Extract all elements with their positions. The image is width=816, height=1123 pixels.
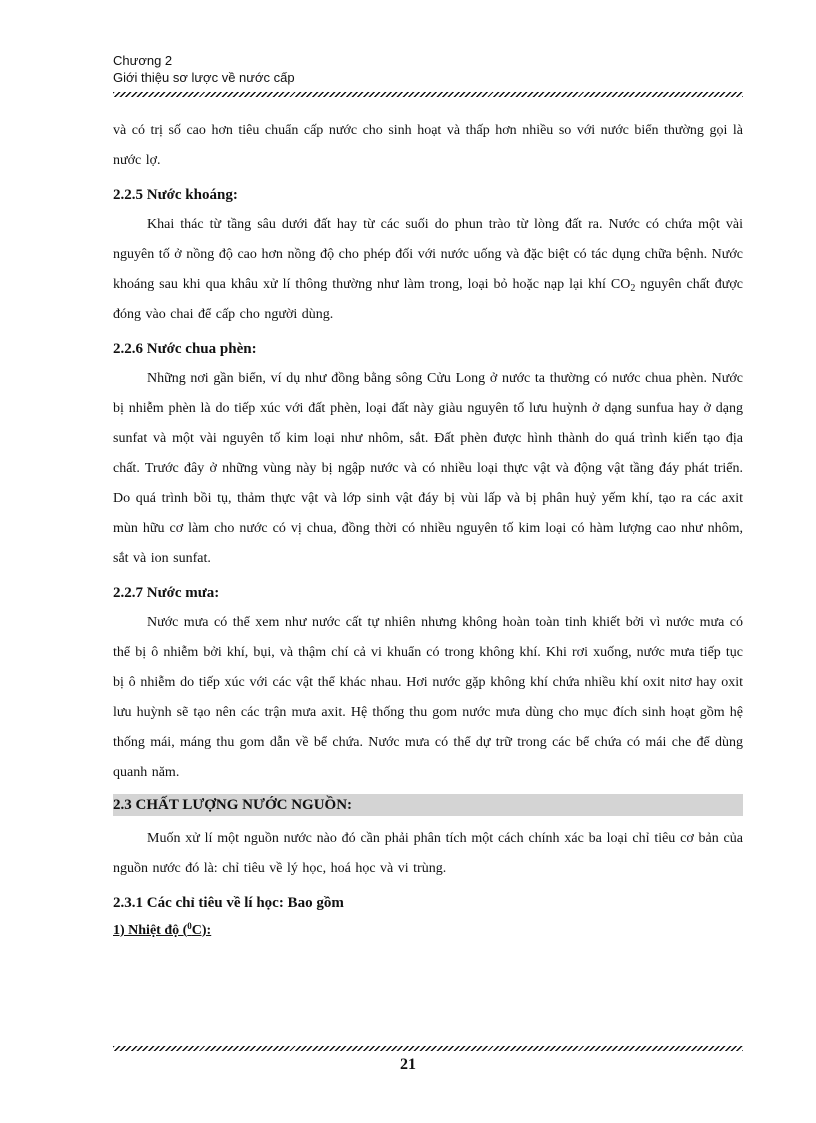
page-number: 21 (400, 1056, 416, 1073)
heading-2-2-5: 2.2.5 Nước khoáng: (113, 187, 238, 203)
temperature-label-before: 1) Nhiệt độ ( (113, 923, 188, 938)
heading-2-2-7: 2.2.7 Nước mưa: (113, 585, 220, 601)
paragraph-rain-water: Nước mưa có thể xem như nước cất tự nhiên nhưng không hoàn toàn tinh khiết bởi vì nước mưa có thể bị ô nhiễm bởi khí, bụi, và thậm chí cả vi khuẩn có trong không khí. Khi rơi xuống, nước mưa tiếp tục bị ô nhiễm do tiếp xúc với các vật thể khác nhau. Hơi nước gặp không khí chứa nhiều khí oxit nitơ hay oxit lưu huỳnh sẽ tạo nên các trận mưa axit. Hệ thống thu gom nước mưa dùng cho mục đích sinh hoạt gồm hệ thống mái, máng thu gom dẫn về bể chứa. Nước mưa có thể dự trữ trong các bể chứa có mái che để dùng quanh năm. (113, 615, 743, 780)
item-temperature (113, 918, 743, 944)
chapter-label: Chương 2 (113, 53, 173, 68)
page-header (113, 52, 743, 86)
temperature-label-after: C): (191, 923, 212, 938)
intro-paragraph: và có trị số cao hơn tiêu chuẩn cấp nước cho sinh hoạt và thấp hơn nhiều so với nước biển thường gọi là nước lợ. (113, 123, 743, 168)
page-content (113, 116, 743, 944)
heading-2-3-1: 2.3.1 Các chỉ tiêu về lí học: Bao gồm (113, 895, 344, 911)
paragraph-acid-sulfate-water: Những nơi gần biển, ví dụ như đồng bằng sông Cửu Long ở nước ta thường có nước chua phèn. Nước bị nhiễm phèn là do tiếp xúc với đất phèn, loại đất này giàu nguyên tố lưu huỳnh ở dạng sunfua hay ở dạng sunfat và một vài nguyên tố kim loại như nhôm, sắt. Đất phèn được hình thành do quá trình kiến tạo địa chất. Trước đây ở những vùng này bị ngập nước và có nhiều loại thực vật và động vật tầng đáy phát triển. Do quá trình bồi tụ, thảm thực vật và lớp sinh vật đáy bị vùi lấp và bị phân huỷ yếm khí, tạo ra các axit mùn hữu cơ làm cho nước có vị chua, đồng thời có nhiều nguyên tố kim loại có hàm lượng cao như nhôm, sắt và ion sunfat. (113, 371, 743, 566)
footer-divider (113, 1046, 743, 1051)
paragraph-water-quality: Muốn xử lí một nguồn nước nào đó cần phải phân tích một cách chính xác ba loại chỉ tiêu cơ bản của nguồn nước đó là: chỉ tiêu về lý học, hoá học và vi trùng. (113, 831, 743, 876)
paragraph-mineral-water (113, 210, 743, 330)
degree-superscript: 0 (187, 921, 192, 931)
heading-2-3: 2.3 CHẤT LƯỢNG NƯỚC NGUỒN: (113, 794, 743, 816)
mineral-text-after: nguyên chất được đóng vào chai để cấp cho người dùng. (113, 277, 743, 322)
header-divider (113, 92, 743, 97)
chapter-subtitle: Giới thiệu sơ lược về nước cấp (113, 70, 295, 85)
heading-2-2-6: 2.2.6 Nước chua phèn: (113, 341, 257, 357)
co2-subscript: 2 (630, 283, 636, 294)
mineral-text-before: Khai thác từ tầng sâu dưới đất hay từ các suối do phun trào từ lòng đất ra. Nước có chứa một vài nguyên tố ở nồng độ cao hơn nồng độ cho phép đối với nước uống và đặc biệt có tác dụng chữa bệnh. Nước khoáng sau khi qua khâu xử lí thông thường như làm trong, loại bỏ hoặc nạp lại khí CO (113, 217, 743, 292)
